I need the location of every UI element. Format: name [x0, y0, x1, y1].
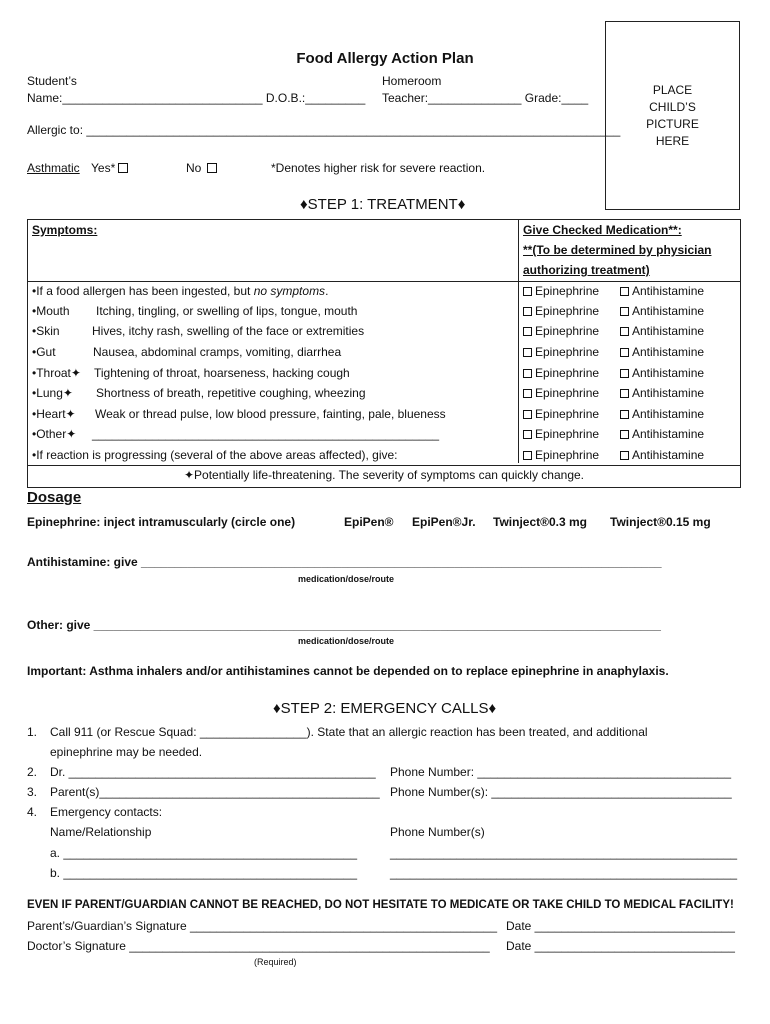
antihistamine-label: Antihistamine — [632, 284, 705, 298]
bullet-icon: • — [32, 386, 37, 400]
antihistamine-checkbox[interactable] — [620, 389, 629, 398]
antihistamine-checkbox[interactable] — [620, 430, 629, 439]
antihistamine-label: Antihistamine — [632, 324, 705, 338]
doctor-field[interactable]: Dr. ______________________________________________ — [50, 765, 376, 779]
step2-title-text: STEP 2: EMERGENCY CALLS — [280, 700, 489, 717]
item-number-2: 2. — [27, 765, 38, 779]
symptom-label: If a food allergen has been ingested, but — [36, 284, 254, 298]
other-symptom-field[interactable]: ____________________________________________________ — [92, 427, 440, 441]
med-options-row — [523, 445, 705, 465]
diamond-icon: ♦ — [300, 196, 308, 213]
symptom-label: Heart✦ — [36, 407, 76, 421]
symptom-row-progressing — [32, 445, 398, 465]
epinephrine-label: Epinephrine — [535, 448, 600, 462]
bullet-icon: • — [32, 448, 37, 462]
epinephrine-label: Epinephrine — [535, 407, 600, 421]
symptom-label: Lung✦ — [36, 386, 73, 400]
med-options-row — [523, 363, 705, 383]
epinephrine-checkbox[interactable] — [523, 348, 532, 357]
epinephrine-checkbox[interactable] — [523, 307, 532, 316]
step1-title — [300, 196, 465, 213]
symptom-row-skin — [32, 321, 512, 341]
picture-line-1: PLACE — [652, 82, 693, 97]
required-note: (Required) — [254, 957, 297, 967]
symptom-label: Other✦ — [36, 427, 77, 441]
med-options-row — [523, 424, 705, 444]
epinephrine-checkbox[interactable] — [523, 287, 532, 296]
epinephrine-label: Epinephrine — [535, 366, 600, 380]
symptom-label-end: . — [325, 284, 329, 298]
symptom-row-other — [32, 424, 512, 444]
antihistamine-label: Antihistamine — [632, 427, 705, 441]
asthmatic-label: Asthmatic — [27, 161, 80, 175]
yes-checkbox[interactable] — [118, 163, 128, 173]
symptom-label: If reaction is progressing (several of the above areas affected), give: — [36, 448, 398, 462]
epinephrine-instruction: Epinephrine: inject intramuscularly (circle one) — [27, 515, 296, 529]
symptom-label: Mouth — [36, 304, 70, 318]
epinephrine-label: Epinephrine — [535, 386, 600, 400]
epinephrine-checkbox[interactable] — [523, 410, 532, 419]
antihistamine-checkbox[interactable] — [620, 348, 629, 357]
twinject-015-option[interactable]: Twinject®0.15 mg — [610, 515, 711, 529]
bullet-icon: • — [32, 304, 37, 318]
symptom-row-throat — [32, 363, 512, 383]
important-note: Important: Asthma inhalers and/or antihistamines cannot be depended on to replace epinephrine in anaphylaxis. — [27, 664, 669, 678]
name-relationship-label: Name/Relationship — [50, 825, 152, 839]
doctor-phone-field[interactable]: Phone Number: ______________________________________ — [390, 765, 731, 779]
antihistamine-checkbox[interactable] — [620, 287, 629, 296]
symptom-label-emphasis: no symptoms — [253, 284, 326, 298]
contact-a-field[interactable]: a. ____________________________________________ — [50, 846, 357, 860]
bullet-icon: • — [32, 366, 37, 380]
no-checkbox[interactable] — [207, 163, 217, 173]
contact-a-phone-field[interactable]: ____________________________________________________ — [390, 846, 738, 860]
child-picture-box[interactable] — [605, 21, 740, 210]
parent-field[interactable]: Parent(s)__________________________________________ — [50, 785, 380, 799]
item-number-3: 3. — [27, 785, 38, 799]
symptoms-header: Symptoms: — [32, 223, 98, 237]
step1-title-text: STEP 1: TREATMENT — [307, 196, 458, 213]
medicate-warning: EVEN IF PARENT/GUARDIAN CANNOT BE REACHED, DO NOT HESITATE TO MEDICATE OR TAKE CHILD TO MEDICAL FACILITY! — [27, 899, 734, 911]
med-options-row — [523, 321, 705, 341]
step2-title — [273, 700, 496, 717]
symptom-row-heart — [32, 404, 512, 424]
name-dob-line[interactable]: Name:______________________________ D.O.B.:_________ — [27, 91, 366, 105]
antihistamine-label: Antihistamine — [632, 304, 705, 318]
picture-line-4: HERE — [655, 133, 690, 148]
epinephrine-checkbox[interactable] — [523, 369, 532, 378]
med-header-2: **(To be determined by physician — [523, 243, 712, 257]
symptom-desc: Nausea, abdominal cramps, vomiting, diarrhea — [93, 345, 342, 359]
antihistamine-label: Antihistamine — [632, 366, 705, 380]
allergic-to-line[interactable]: Allergic to: ________________________________________________________________________________ — [27, 123, 621, 137]
bullet-icon: • — [32, 427, 37, 441]
med-options-row — [523, 383, 705, 403]
antihistamine-label: Antihistamine — [632, 345, 705, 359]
epipen-jr-option[interactable]: EpiPen®Jr. — [412, 515, 476, 529]
doctor-signature-field[interactable]: Doctor’s Signature ______________________________________________________ — [27, 939, 490, 953]
parent-date-field[interactable]: Date ______________________________ — [506, 919, 735, 933]
symptom-row-gut — [32, 342, 512, 362]
antihistamine-checkbox[interactable] — [620, 327, 629, 336]
call-911-instruction[interactable]: Call 911 (or Rescue Squad: ________________). State that an allergic reaction has been treated, and additional — [50, 725, 648, 739]
other-medication-line[interactable]: Other: give _____________________________________________________________________________________ — [27, 618, 661, 632]
med-options-row — [523, 404, 705, 424]
epinephrine-label: Epinephrine — [535, 427, 600, 441]
contact-b-field[interactable]: b. ____________________________________________ — [50, 866, 357, 880]
doctor-date-field[interactable]: Date ______________________________ — [506, 939, 735, 953]
diamond-icon: ♦ — [273, 700, 281, 717]
no-label: No — [186, 161, 202, 175]
antihistamine-label: Antihistamine — [632, 407, 705, 421]
call-911-instruction-cont: epinephrine may be needed. — [50, 745, 203, 759]
epinephrine-label: Epinephrine — [535, 284, 600, 298]
med-header-3: authorizing treatment) — [523, 263, 650, 277]
antihistamine-label: Antihistamine — [632, 448, 705, 462]
no-option — [186, 161, 217, 175]
emergency-contacts-label: Emergency contacts: — [50, 805, 163, 819]
form-title: Food Allergy Action Plan — [296, 50, 474, 67]
antihistamine-label: Antihistamine — [632, 386, 705, 400]
epinephrine-label: Epinephrine — [535, 324, 600, 338]
twinject-03-option[interactable]: Twinject®0.3 mg — [493, 515, 587, 529]
table-footer-line — [28, 465, 740, 466]
dosage-title: Dosage — [27, 489, 82, 506]
symptom-desc: Hives, itchy rash, swelling of the face or extremities — [92, 324, 365, 338]
antihistamine-checkbox[interactable] — [620, 369, 629, 378]
epinephrine-label: Epinephrine — [535, 345, 600, 359]
treatment-table — [27, 219, 741, 488]
item-number-1: 1. — [27, 725, 38, 739]
diamond-icon: ♦ — [457, 196, 466, 213]
symptom-desc: Weak or thread pulse, low blood pressure, fainting, pale, blueness — [95, 407, 446, 421]
antihistamine-checkbox[interactable] — [620, 451, 629, 460]
epinephrine-checkbox[interactable] — [523, 389, 532, 398]
symptom-label: Gut — [36, 345, 56, 359]
epipen-option[interactable]: EpiPen® — [344, 515, 394, 529]
picture-line-3: PICTURE — [646, 116, 699, 131]
antihistamine-route-note: medication/dose/route — [298, 574, 395, 584]
student-label: Student’s — [27, 74, 77, 88]
asthmatic-row — [27, 161, 128, 175]
symptom-row-lung — [32, 383, 512, 403]
parent-signature-field[interactable]: Parent’s/Guardian’s Signature ______________________________________________ — [27, 919, 497, 933]
yes-label: Yes* — [91, 161, 116, 175]
epinephrine-label: Epinephrine — [535, 304, 600, 318]
med-options-row — [523, 342, 705, 362]
other-route-note: medication/dose/route — [298, 636, 395, 646]
antihistamine-checkbox[interactable] — [620, 307, 629, 316]
table-divider — [518, 220, 519, 463]
parent-phone-field[interactable]: Phone Number(s): ____________________________________ — [390, 785, 732, 799]
bullet-icon: • — [32, 407, 37, 421]
bullet-icon: • — [32, 284, 37, 298]
med-options-row — [523, 301, 705, 321]
epinephrine-checkbox[interactable] — [523, 451, 532, 460]
med-options-row — [523, 281, 705, 301]
contact-b-phone-field[interactable]: ____________________________________________________ — [390, 866, 738, 880]
phone-numbers-label: Phone Number(s) — [390, 825, 485, 839]
symptom-desc: Itching, tingling, or swelling of lips, tongue, mouth — [96, 304, 358, 318]
symptom-row-no-symptoms — [32, 281, 328, 301]
risk-note: *Denotes higher risk for severe reaction. — [271, 161, 486, 175]
antihistamine-line[interactable]: Antihistamine: give ______________________________________________________________________________ — [27, 555, 662, 569]
antihistamine-checkbox[interactable] — [620, 410, 629, 419]
diamond-icon: ♦ — [488, 700, 497, 717]
bullet-icon: • — [32, 345, 37, 359]
med-header-1: Give Checked Medication**: — [523, 223, 682, 237]
epinephrine-checkbox[interactable] — [523, 430, 532, 439]
symptom-desc: Shortness of breath, repetitive coughing, wheezing — [96, 386, 366, 400]
bullet-icon: • — [32, 324, 37, 338]
teacher-grade-line[interactable]: Teacher:______________ Grade:____ — [382, 91, 589, 105]
symptom-label: Throat✦ — [36, 366, 81, 380]
life-threatening-note: ✦Potentially life-threatening. The severity of symptoms can quickly change. — [183, 468, 585, 482]
homeroom-label: Homeroom — [382, 74, 442, 88]
symptom-desc: Tightening of throat, hoarseness, hacking cough — [94, 366, 350, 380]
epinephrine-checkbox[interactable] — [523, 327, 532, 336]
picture-line-2: CHILD’S — [649, 99, 696, 114]
symptom-row-mouth — [32, 301, 512, 321]
symptom-label: Skin — [36, 324, 60, 338]
item-number-4: 4. — [27, 805, 38, 819]
